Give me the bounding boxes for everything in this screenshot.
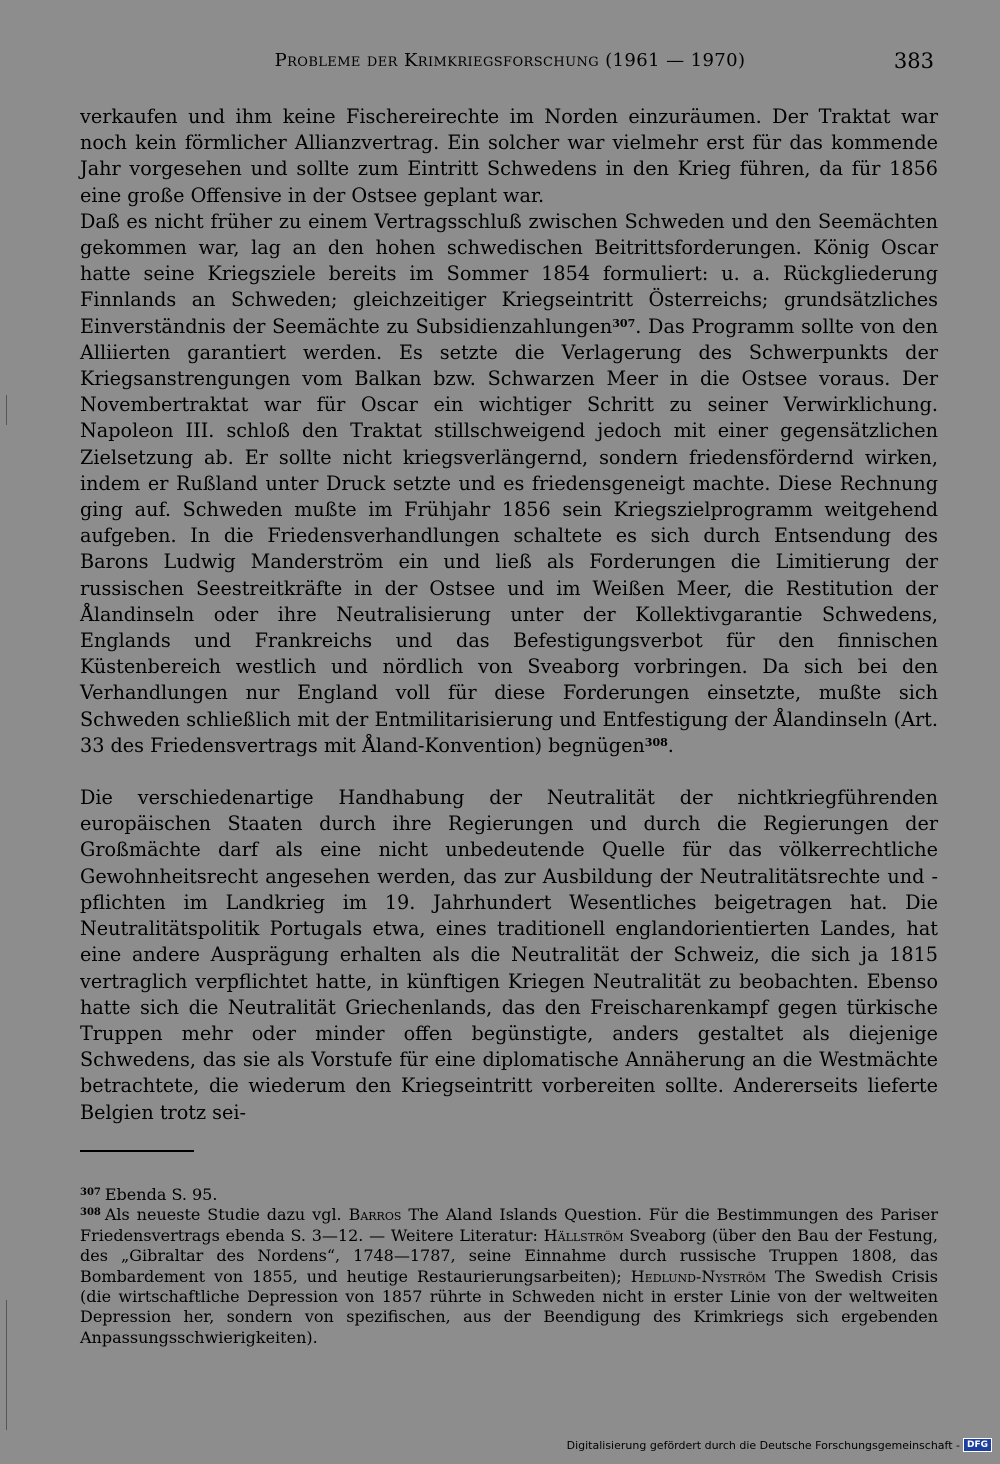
paragraph: verkaufen und ihm keine Fischereirechte im Norden einzuräumen. Der Traktat war noch kein förmlicher Allianzvertrag. Ein solcher war vielmehr erst für das kommende Jahr vorgesehen und sollte zum Eintritt Schwedens in den Krieg führen, da für 1856 eine große Offensive in der Ostsee geplant war. (80, 105, 938, 207)
page-number: 383 (893, 49, 934, 73)
footnote-text: Sveaborg (über den Bau der Festung, des „Gibraltar des Nordens“, 1748—1787, seine Einnahme durch russische Truppen 1808, das Bombardement von 1855, und heutige Restaurierungsarbeiten); (80, 1225, 938, 1286)
author-name: Hedlund-Nyström (630, 1266, 767, 1286)
footnote-text: The Swedish Crisis (die wirtschaftliche Depression von 1857 rührte in Schweden nicht in erster Linie von der weltweiten Depression her, sondern von spezifischen, aus der Beendigung des Krimkriegs sich ergebenden Anpassungsschwierigkeiten). (80, 1266, 939, 1347)
paragraph: Die verschiedenartige Handhabung der Neutralität der nichtkriegführenden europäischen Staaten durch ihre Regierungen und durch die Regierungen der Großmächte darf als eine nicht unbedeutende Quelle für das völkerrechtliche Gewohnheitsrecht angesehen werden, das zur Ausbildung der Neutralitätsrechte und -pflichten im Landkrieg im 19. Jahrhundert Wesentliches beigetragen hat. Die Neutralitätspolitik Portugals etwa, eines traditionell englandorientierten Landes, hat eine andere Ausprägung erhalten als die Neutralität der Schweiz, die sich ja 1815 vertraglich verpflichtet hatte, in künftigen Kriegen Neutralität zu beobachten. Ebenso hatte sich die Neutralität Griechenlands, das den Freischarenkampf gegen türkische Truppen mehr oder minder offen begünstigte, anders gestaltet als diejenige Schwedens, das sie als Vorstufe für eine diplomatische Annäherung an die Westmächte betrachtete, die wiederum den Kriegseintritt vorbereiten sollte. Andererseits lieferte Belgien trotz sei- (80, 786, 938, 1124)
author-name: Barros (348, 1205, 402, 1225)
paragraph (80, 209, 938, 759)
footnote-text: Ebenda S. 95. (104, 1185, 218, 1204)
author-name: Hällström (543, 1225, 624, 1245)
paragraph-text: . Das Programm sollte von den Alliierten garantiert werden. Es setzte die Verlagerung des Schwerpunkts der Kriegsanstrengungen vom Balkan bzw. Schwarzen Meer in die Ostsee voraus. Der Novembertraktat war für Oscar ein wichtiger Schritt zu seiner Verwirklichung. Napoleon III. schloß den Traktat stillschweigend jedoch mit einer gegensätzlichen Zielsetzung ab. Er sollte nicht kriegsverlängernd, sondern friedensfördernd wirken, indem er Rußland unter Druck setzte und es friedensgeneigt machte. Diese Rechnung ging auf. Schweden mußte im Frühjahr 1856 sein Kriegszielprogramm weitgehend aufgeben. In die Friedensverhandlungen schaltete es sich durch Entsendung des Barons Ludwig Manderström ein und ließ als Forderungen die Limitierung der russischen Seestreitkräfte in der Ostsee und im Weißen Meer, die Restitution der Ålandinseln oder ihre Neutralisierung unter der Kollektivgarantie Schwedens, Englands und Frankreichs und das Befestigungsverbot für den finnischen Küstenbereich westlich und nördlich von Sveaborg vorbringen. Da sich bei den Verhandlungen nur England voll für diese Forderungen einsetzte, mußte sich Schweden schließlich mit der Entmilitarisierung und Entfestigung der Ålandinseln (Art. 33 des Friedensvertrags mit Åland-Konvention) begnügen (80, 314, 938, 757)
footnotes (80, 1185, 938, 1348)
digitization-note: Digitalisierung gefördert durch die Deutsche Forschungsgemeinschaft - (566, 1438, 960, 1452)
paragraph-text: . (667, 733, 674, 757)
main-text (80, 104, 938, 1126)
running-head: Probleme der Krimkriegsforschung (1961 — 1970) (274, 50, 746, 71)
footnote-number: 307 (80, 1187, 101, 1198)
scan-edge-mark (6, 1300, 7, 1430)
footnote (80, 1205, 938, 1348)
footnote-text: The Aland Islands Question. Für die Bestimmungen des Pariser Friedensvertrags ebenda S. 3—12. — Weitere Literatur: (80, 1205, 939, 1245)
paragraph-text: Daß es nicht früher zu einem Vertragsschluß zwischen Schweden und den Seemächten gekommen war, lag an den hohen schwedischen Beitrittsforderungen. König Oscar hatte seine Kriegsziele bereits im Sommer 1854 formuliert: u. a. Rückgliederung Finnlands an Schweden; gleichzeitiger Kriegseintritt Österreichs; grundsätzliches Einverständnis der Seemächte zu Subsidienzahlungen (80, 209, 938, 338)
footnote-number: 308 (80, 1207, 101, 1219)
footnote-reference[interactable]: 307 (612, 316, 636, 330)
footnote-divider (80, 1150, 194, 1152)
dfg-logo: DFG (963, 1438, 992, 1452)
scan-edge-mark (6, 395, 7, 425)
footnote (80, 1185, 938, 1205)
footnote-text: Als neueste Studie dazu vgl. (104, 1205, 349, 1225)
digitization-credit (567, 1438, 992, 1452)
footnote-reference[interactable]: 308 (644, 735, 668, 749)
